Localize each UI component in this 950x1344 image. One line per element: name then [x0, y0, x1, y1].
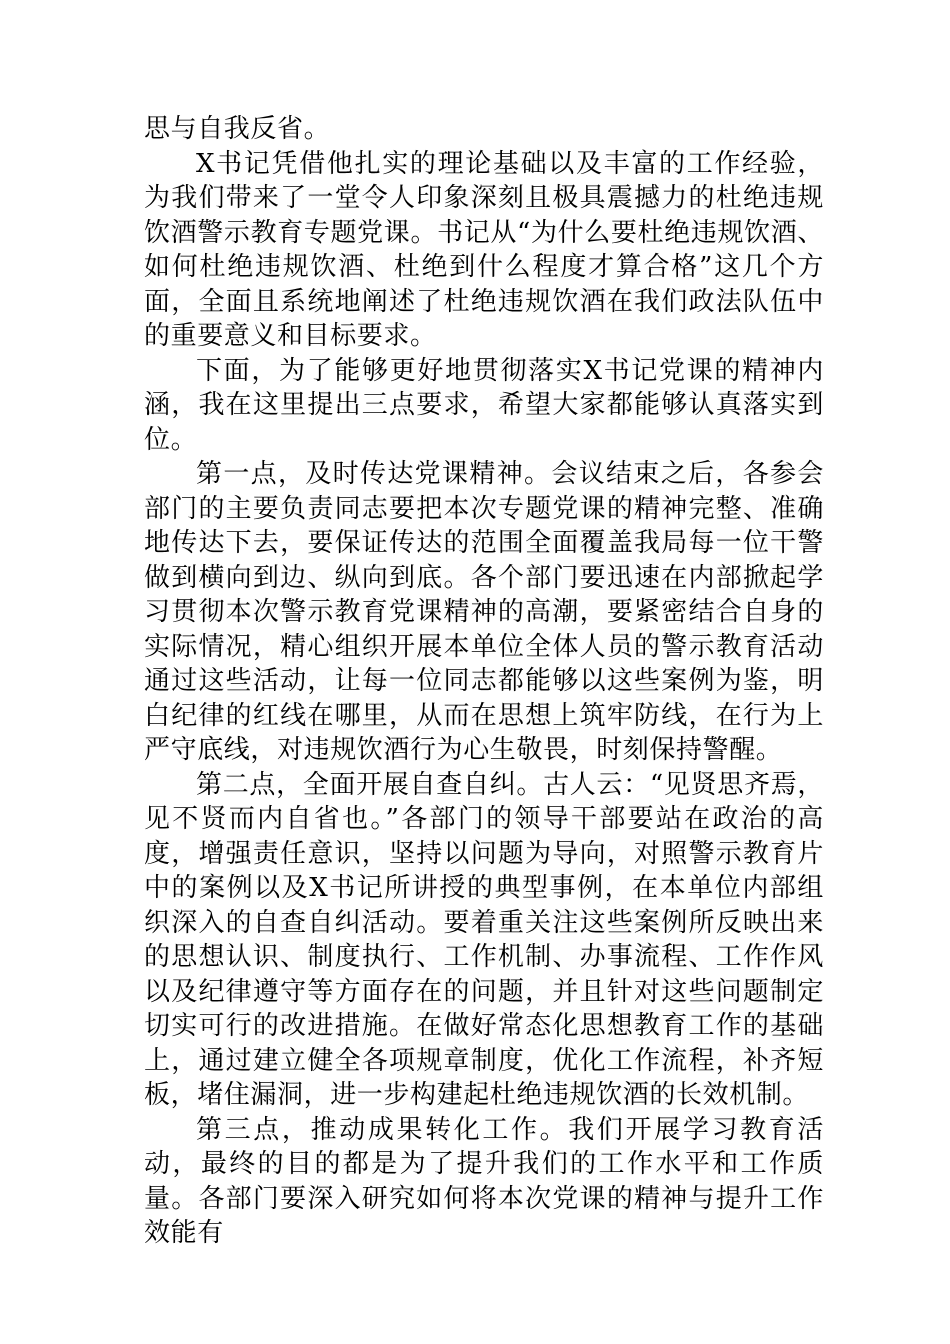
- document-body: [144, 112, 824, 1251]
- paragraph-three-requirements: 下面，为了能够更好地贯彻落实X书记党课的精神内涵，我在这里提出三点要求，希望大家都能够认真落实到位。: [144, 355, 824, 455]
- paragraph-point-one: 第一点，及时传达党课精神。会议结束之后，各参会部门的主要负责同志要把本次专题党课的精神完整、准确地传达下去，要保证传达的范围全面覆盖我局每一位干警做到横向到边、纵向到底。各个部门要迅速在内部掀起学习贯彻本次警示教育党课精神的高潮，要紧密结合自身的实际情况，精心组织开展本单位全体人员的警示教育活动通过这些活动，让每一位同志都能够以这些案例为鉴，明白纪律的红线在哪里，从而在思想上筑牢防线，在行为上严守底线，对违规饮酒行为心生敬畏，时刻保持警醒。: [144, 459, 824, 765]
- paragraph-point-two: 第二点，全面开展自查自纠。古人云：“见贤思齐焉，见不贤而内自省也。”各部门的领导干部要站在政治的高度，增强责任意识，坚持以问题为导向，对照警示教育片中的案例以及X书记所讲授的典型事例，在本单位内部组织深入的自查自纠活动。要着重关注这些案例所反映出来的思想认识、制度执行、工作机制、办事流程、工作作风以及纪律遵守等方面存在的问题，并且针对这些问题制定切实可行的改进措施。在做好常态化思想教育工作的基础上，通过建立健全各项规章制度，优化工作流程，补齐短板，堵住漏洞，进一步构建起杜绝违规饮酒的长效机制。: [144, 769, 824, 1110]
- paragraph-continuation: 思与自我反省。: [144, 114, 331, 144]
- paragraph-x-secretary-lecture: X书记凭借他扎实的理论基础以及丰富的工作经验，为我们带来了一堂令人印象深刻且极具震撼力的杜绝违规饮酒警示教育专题党课。书记从“为什么要杜绝违规饮酒、如何杜绝违规饮酒、杜绝到什么程度才算合格”这几个方面，全面且系统地阐述了杜绝违规饮酒在我们政法队伍中的重要意义和目标要求。: [144, 148, 824, 351]
- paragraph-point-three: 第三点，推动成果转化工作。我们开展学习教育活动，最终的目的都是为了提升我们的工作水平和工作质量。各部门要深入研究如何将本次党课的精神与提升工作效能有: [144, 1114, 824, 1248]
